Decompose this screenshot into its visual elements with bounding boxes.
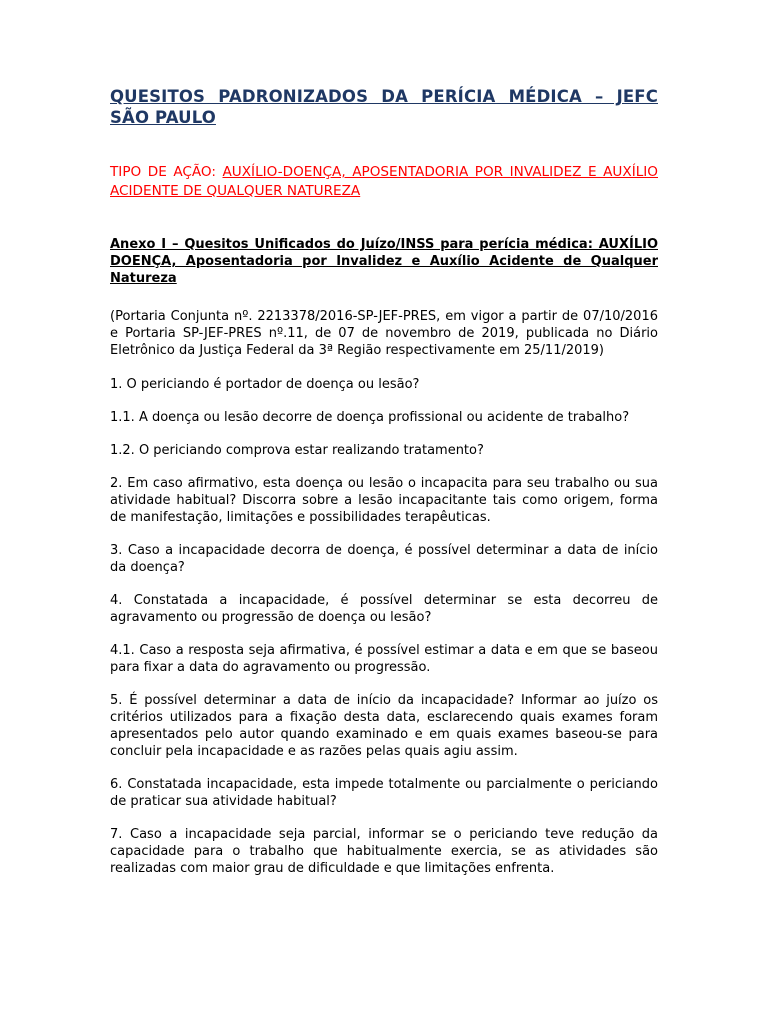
- question-6: 6. Constatada incapacidade, esta impede totalmente ou parcialmente o periciando de praticar sua atividade habitual?: [110, 777, 658, 809]
- document-page: [110, 86, 658, 877]
- question-1-2: 1.2. O periciando comprova estar realizando tratamento?: [110, 443, 484, 458]
- annex-heading: Anexo I – Quesitos Unificados do Juízo/INSS para perícia médica: AUXÍLIO DOENÇA, Aposentadoria por Invalidez e Auxílio Acidente de Qualquer Natureza: [110, 237, 658, 286]
- question-5: 5. É possível determinar a data de início da incapacidade? Informar ao juízo os critérios utilizados para a fixação desta data, esclarecendo quais exames foram apresentados pelo autor quando examinado e em quais exames baseou-se para concluir pela incapacidade e as razões pelas quais agiu assim.: [110, 693, 658, 759]
- question-7: 7. Caso a incapacidade seja parcial, informar se o periciando teve redução da capacidade para o trabalho que habitualmente exercia, se as atividades são realizadas com maior grau de dificuldade e que limitações enfrenta.: [110, 827, 658, 876]
- action-type-label: TIPO DE AÇÃO:: [110, 164, 223, 180]
- question-1: 1. O periciando é portador de doença ou lesão?: [110, 377, 420, 392]
- question-3: 3. Caso a incapacidade decorra de doença, é possível determinar a data de início da doença?: [110, 543, 658, 575]
- question-4-1: 4.1. Caso a resposta seja afirmativa, é possível estimar a data e em que se baseou para fixar a data do agravamento ou progressão.: [110, 643, 658, 675]
- ordinance-note: (Portaria Conjunta nº. 2213378/2016-SP-JEF-PRES, em vigor a partir de 07/10/2016 e Portaria SP-JEF-PRES nº.11, de 07 de novembro de 2019, publicada no Diário Eletrônico da Justiça Federal da 3ª Região respectivamente em 25/11/2019): [110, 309, 658, 358]
- question-4: 4. Constatada a incapacidade, é possível determinar se esta decorreu de agravamento ou progressão de doença ou lesão?: [110, 593, 658, 625]
- action-type: [110, 163, 658, 201]
- question-2: 2. Em caso afirmativo, esta doença ou lesão o incapacita para seu trabalho ou sua atividade habitual? Discorra sobre a lesão incapacitante tais como origem, forma de manifestação, limitações e possibilidades terapêuticas.: [110, 476, 658, 525]
- question-1-1: 1.1. A doença ou lesão decorre de doença profissional ou acidente de trabalho?: [110, 410, 630, 425]
- action-type-value: AUXÍLIO-DOENÇA, APOSENTADORIA POR INVALIDEZ E AUXÍLIO ACIDENTE DE QUALQUER NATUREZA: [110, 164, 658, 199]
- document-title: QUESITOS PADRONIZADOS DA PERÍCIA MÉDICA – JEFC SÃO PAULO: [110, 87, 658, 127]
